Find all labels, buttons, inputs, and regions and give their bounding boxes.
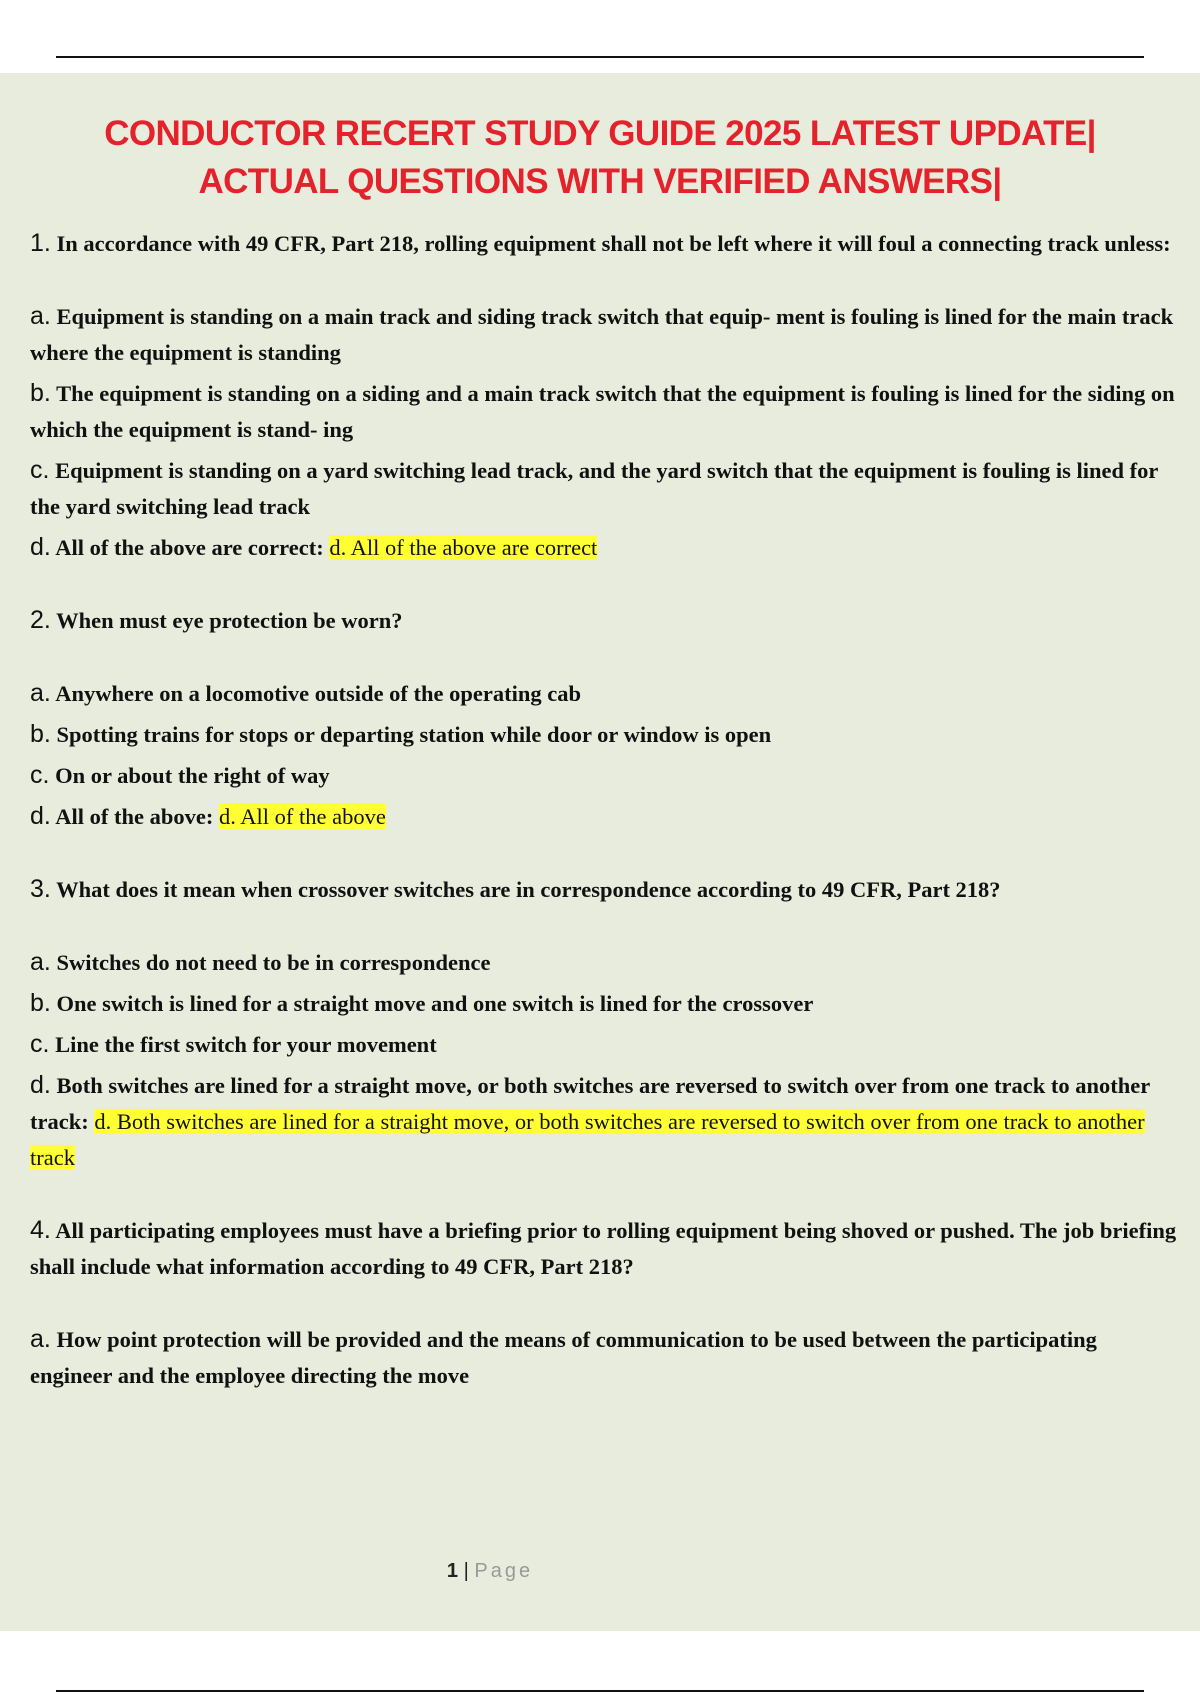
option-a: a. Switches do not need to be in correspondence (30, 948, 491, 976)
option-d: d. All of the above are correct: d. All of the above are correct (30, 533, 598, 561)
option-b: b. One switch is lined for a straight move and one switch is lined for the crossover (30, 989, 814, 1017)
highlighted-answer: d. All of the above are correct (329, 535, 598, 560)
page-label: Page (474, 1560, 534, 1582)
option-b: b. The equipment is standing on a siding and a main track switch that the equipment is fouling is lined for the siding on which the equipment is stand- ing (30, 379, 1175, 442)
option-a: a. How point protection will be provided and the means of communication to be used between the participating engineer and the employee directing the move (30, 1325, 1097, 1388)
page-footer (0, 1560, 980, 1583)
page-number: 1 (446, 1560, 459, 1582)
question-number: 1. (30, 229, 51, 257)
top-rule (56, 56, 1144, 58)
highlighted-answer: d. All of the above (218, 804, 386, 829)
bottom-rule (56, 1690, 1144, 1692)
option-d: d. Both switches are lined for a straight move, or both switches are reversed to switch over from one track to another track: d. Both switches are lined for a straight move, or both switches are reversed to switch over from one track to another track (30, 1071, 1150, 1170)
highlighted-answer: d. Both switches are lined for a straight move, or both switches are reversed to switch over from one track to another track (30, 1109, 1145, 1170)
question-number: 3. (30, 875, 51, 903)
option-c: c. Equipment is standing on a yard switching lead track, and the yard switch that the equipment is fouling is lined for the yard switching lead track (30, 456, 1158, 519)
title-line-1: CONDUCTOR RECERT STUDY GUIDE 2025 LATEST UPDATE| (104, 114, 1096, 153)
question-block-1 (30, 225, 1180, 566)
question-block-2 (30, 602, 1180, 835)
title-line-2: ACTUAL QUESTIONS WITH VERIFIED ANSWERS| (198, 162, 1002, 201)
question-number: 2. (30, 606, 51, 634)
document-title (0, 110, 1200, 206)
question-text: 3. What does it mean when crossover switches are in correspondence according to 49 CFR, Part 218? (30, 875, 1001, 903)
option-d: d. All of the above: d. All of the above (30, 802, 386, 830)
option-c: c. On or about the right of way (30, 761, 330, 789)
question-text: 2. When must eye protection be worn? (30, 606, 403, 634)
option-b: b. Spotting trains for stops or departing station while door or window is open (30, 720, 772, 748)
option-c: c. Line the first switch for your movement (30, 1030, 437, 1058)
option-a: a. Anywhere on a locomotive outside of the operating cab (30, 679, 582, 707)
question-block-4 (30, 1212, 1180, 1394)
question-block-3 (30, 871, 1180, 1176)
question-text: 4. All participating employees must have a briefing prior to rolling equipment being shoved or pushed. The job briefing shall include what information according to 49 CFR, Part 218? (30, 1216, 1177, 1279)
question-text: 1. In accordance with 49 CFR, Part 218, rolling equipment shall not be left where it will foul a connecting track unless: (30, 229, 1171, 257)
page-separator: | (463, 1560, 469, 1582)
option-a: a. Equipment is standing on a main track and siding track switch that equip- ment is fouling is lined for the main track where the equipment is standing (30, 302, 1174, 365)
question-list (30, 225, 1180, 1430)
question-number: 4. (30, 1216, 51, 1244)
